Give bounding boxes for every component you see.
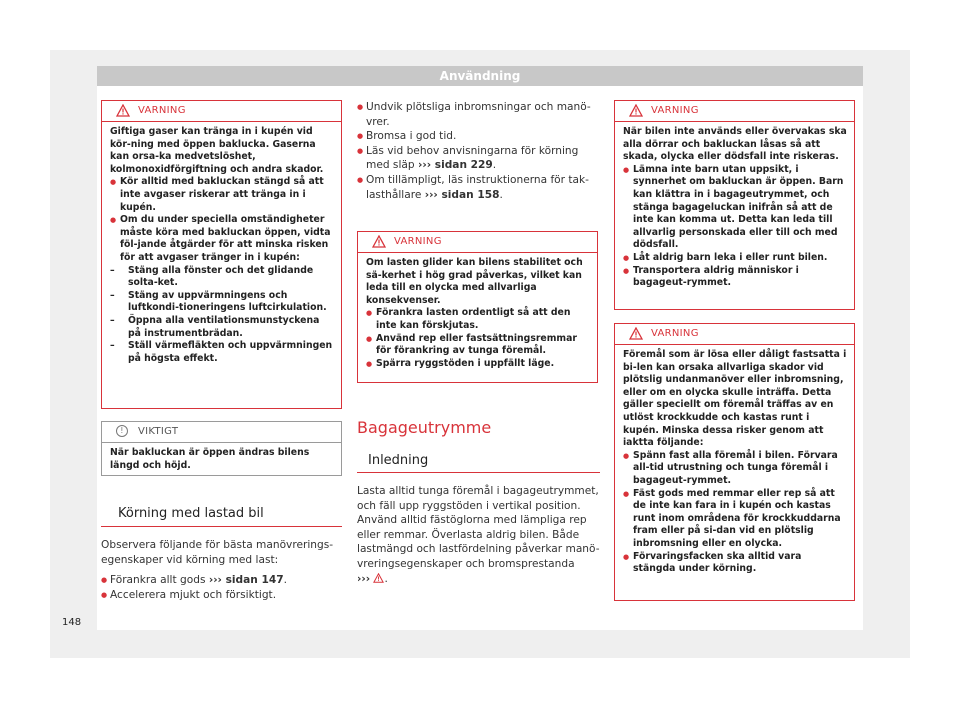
warning-label: VARNING xyxy=(394,236,442,247)
warning-bullet: ● Transportera aldrig människor i bagageut-rymmet. xyxy=(623,265,847,290)
warning-header xyxy=(615,101,854,122)
warning-intro: Om lasten glider kan bilens stabilitet och sä-kerhet i hög grad påverkas, vilket kan leda till en olycka med allvarliga konsekvenser. xyxy=(366,257,583,306)
list-item-text: Om tillämpligt, läs instruktionerna för tak-lasthållare xyxy=(366,173,589,201)
warning-bullet: ● Fäst gods med remmar eller rep så att de inte kan fara in i kupén och kastas runt inom områdena för krockkuddarna fram eller på si-dan vid en plötslig inbromsning eller en olycka. xyxy=(623,488,847,551)
warning-bullet: ● Förankra lasten ordentligt så att den inte kan förskjutas. xyxy=(366,307,590,332)
list-item-text: Läs vid behov anvisningarna för körning med släp xyxy=(366,144,579,172)
section-title-loaded-driving: Körning med lastad bil xyxy=(118,506,264,521)
warning-box-exhaust xyxy=(101,100,342,409)
info-box-important xyxy=(101,421,342,476)
warning-intro: Giftiga gaser kan tränga in i kupén vid kör-ning med öppen baklucka. Gaserna kan orsa-ka medvetslöshet, kolmonoxidförgiftning och andra skador. xyxy=(110,126,324,175)
page-reference-link[interactable]: ››› sidan 158 xyxy=(424,188,500,201)
list-item xyxy=(101,588,341,603)
section-divider xyxy=(101,526,342,527)
warning-triangle-icon xyxy=(372,235,386,248)
warning-header xyxy=(102,101,341,122)
section-paragraph: Observera följande för bästa manövrerings-egenskaper vid körning med last: xyxy=(101,539,334,566)
page-reference-link[interactable]: ››› sidan 229 xyxy=(417,159,493,172)
warning-triangle-icon xyxy=(373,573,384,583)
list-item-end: . xyxy=(499,188,503,201)
warning-header xyxy=(358,232,597,253)
intro-paragraph: Lasta alltid tunga föremål i bagageutrymmet, och fäll upp ryggstöden i vertikal position. Använd alltid fästöglorna med lämpliga rep eller remmar. Överlasta aldrig bilen. Både lastmängd och lastfördelning påverkar manö-vreringsegenskaper och bromsprestanda ››› . xyxy=(357,485,600,585)
warning-triangle-icon xyxy=(629,104,643,117)
warning-bullet: ● Spänn fast alla föremål i bilen. Förvara all-tid utrustning och tunga föremål i bagageut-rymmet. xyxy=(623,450,847,488)
warning-triangle-icon xyxy=(116,104,130,117)
list-item-end: . xyxy=(492,159,497,172)
info-label: VIKTIGT xyxy=(138,426,179,437)
warning-dash-item: – Stäng av uppvärmningens och luftkondi-tioneringens luftcirkulation. xyxy=(110,290,334,315)
list-item-text: Förankra allt gods xyxy=(110,574,209,587)
warning-bullet: ● Kör alltid med bakluckan stängd så att inte avgaser riskerar att tränga in i kupén. xyxy=(110,176,334,214)
warning-bullet: ● Låt aldrig barn leka i eller runt bilen. xyxy=(623,252,847,265)
page-reference-link[interactable]: ››› sidan 147 xyxy=(208,574,284,587)
list-item xyxy=(357,173,600,202)
intro-text: Lasta alltid tunga föremål i bagageutrymmet, och fäll upp ryggstöden i vertikal position. Använd alltid fästöglorna med lämpliga rep eller remmar. Överlasta aldrig bilen. Både lastmängd och lastfördelning påverkar manö-vreringsegenskaper och bromsprestanda xyxy=(357,485,600,570)
page-number: 148 xyxy=(62,617,82,628)
section-divider xyxy=(357,472,600,473)
section-text-block xyxy=(101,538,341,602)
bullet-list xyxy=(357,100,600,202)
warning-bullet: ● Spärra ryggstöden i uppfällt läge. xyxy=(366,358,590,371)
continue-arrows: ››› xyxy=(357,572,371,585)
warning-bullet: ● Använd rep eller fastsättningsremmar för förankring av tunga föremål. xyxy=(366,333,590,358)
warning-label: VARNING xyxy=(138,105,186,116)
warning-box-load xyxy=(357,231,598,383)
list-item xyxy=(357,100,600,129)
warning-intro: Föremål som är lösa eller dåligt fastsatta i bi-len kan orsaka allvarliga skador vid plötslig undanmanöver eller inbromsning, eller om en olycka skulle inträffa. Detta gäller speciellt om föremål träffas av en utlöst krockkudde och kastas runt i kupén. Minska dessa risker genom att iaktta följande: xyxy=(623,349,847,449)
page-header: Användning xyxy=(97,66,863,86)
warning-label: VARNING xyxy=(651,328,699,339)
warning-box-loose-objects xyxy=(614,323,855,601)
subsection-title: Inledning xyxy=(368,453,429,468)
warning-dash-item: – Stäng alla fönster och det glidande solta-ket. xyxy=(110,265,334,290)
exclamation-icon: ! xyxy=(116,425,128,437)
info-text: När bakluckan är öppen ändras bilens längd och höjd. xyxy=(110,447,310,471)
warning-header xyxy=(615,324,854,345)
warning-box-children xyxy=(614,100,855,310)
list-item xyxy=(357,144,600,173)
list-item xyxy=(101,573,341,588)
list-item-end: . xyxy=(283,574,288,587)
list-item-text: Accelerera mjukt och försiktigt. xyxy=(110,588,277,601)
list-item-text: Undvik plötsliga inbromsningar och manö-vrer. xyxy=(366,101,591,128)
warning-dash-item: – Öppna alla ventilationsmunstyckena på instrumentbrädan. xyxy=(110,315,334,340)
info-header xyxy=(102,422,341,443)
chapter-title: Bagageutrymme xyxy=(357,418,492,437)
warning-bullet: ● Lämna inte barn utan uppsikt, i synnerhet om bakluckan är öppen. Barn kan klättra in i bagageutrymmet, och stänga bagageluckan inifrån så att de inte kan komma ut. Detta kan leda till allvarlig personskada eller till och med dödsfall. xyxy=(623,164,847,252)
warning-intro: När bilen inte används eller övervakas ska alla dörrar och bakluckan låsas så att skada, olycka eller dödsfall inte riskeras. xyxy=(623,126,847,163)
warning-label: VARNING xyxy=(651,105,699,116)
list-item xyxy=(357,129,600,144)
list-item-text: Bromsa i god tid. xyxy=(366,130,457,143)
warning-dash-item: – Ställ värmefläkten och uppvärmningen på högsta effekt. xyxy=(110,340,334,365)
warning-triangle-icon xyxy=(629,327,643,340)
warning-bullet: ● Förvaringsfacken ska alltid vara stängda under körning. xyxy=(623,551,847,576)
warning-bullet: ● Om du under speciella omständigheter måste köra med bakluckan öppen, vidta föl-jande åtgärder för att minska risken för att avgaser tränger in i kupén: xyxy=(110,214,334,264)
